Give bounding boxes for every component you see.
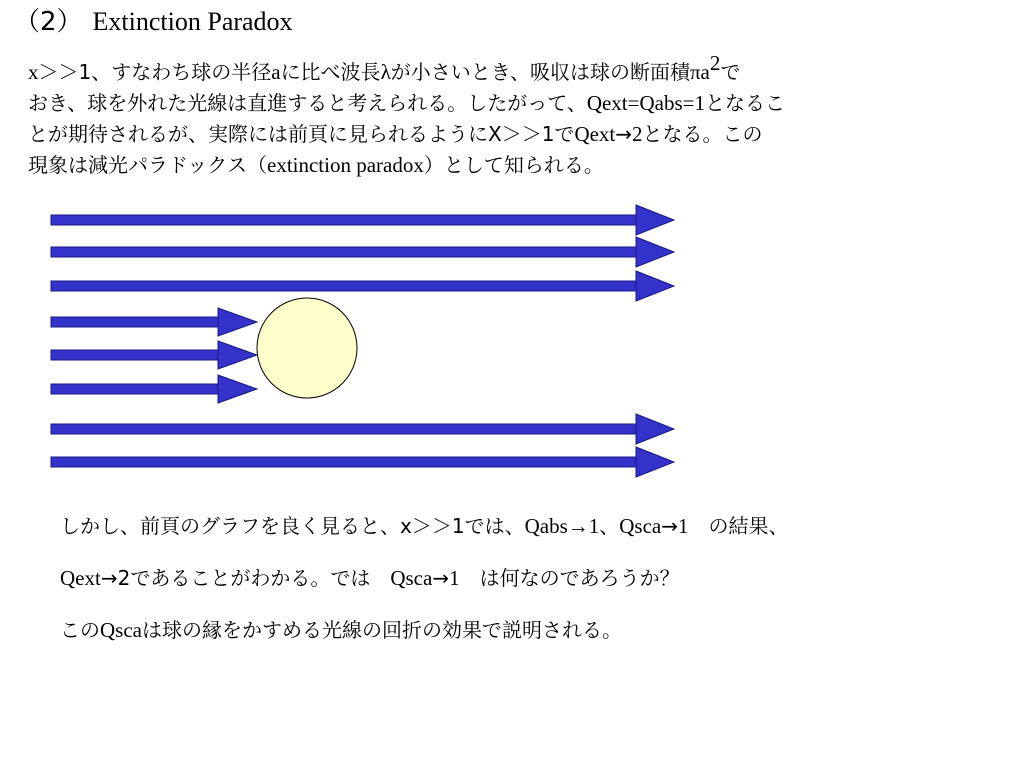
- text-run: で: [720, 60, 741, 84]
- text-run: 2: [709, 51, 721, 75]
- text-run: →: [661, 514, 678, 538]
- paragraph-line: [28, 119, 1008, 150]
- title-number: （2）: [14, 7, 83, 37]
- text-run: Qext=Qabs=1: [586, 91, 705, 115]
- explanation-line: [60, 610, 1020, 662]
- text-run: 1: [449, 566, 460, 590]
- text-run: extinction paradox: [267, 153, 424, 177]
- passing-ray-arrow: [51, 414, 674, 444]
- text-run: X: [488, 122, 502, 146]
- intro-paragraph: [28, 51, 1008, 181]
- paragraph-line: [28, 88, 1008, 119]
- text-run: 1: [678, 514, 689, 538]
- text-run: Qsca: [619, 514, 662, 538]
- text-run: Qabs→1: [524, 514, 600, 538]
- text-run: a: [271, 60, 281, 84]
- text-run: 2: [632, 122, 643, 146]
- text-run: 現象は減光パラドックス（: [28, 153, 267, 177]
- text-run: ＞＞1では、: [411, 514, 525, 538]
- text-run: となるこ: [704, 91, 785, 115]
- passing-ray-arrow: [51, 237, 674, 267]
- paragraph-line: [28, 51, 1008, 88]
- text-run: が小さいとき、吸収は球の断面積: [390, 60, 690, 84]
- text-run: →: [615, 122, 633, 146]
- title-text: Extinction Paradox: [92, 7, 293, 36]
- text-run: πa: [689, 60, 710, 84]
- blocked-ray-arrow: [51, 375, 257, 403]
- text-run: この: [60, 618, 100, 642]
- text-run: となる。この: [642, 122, 763, 146]
- text-run: ＞＞1で: [501, 122, 575, 146]
- text-run: ＞＞1、すなわち球の半径: [38, 60, 272, 84]
- text-run: λ: [380, 60, 391, 84]
- blocked-ray-arrow: [51, 308, 257, 336]
- text-run: は球の縁をかすめる光線の回折の効果で説明される。: [141, 618, 622, 642]
- text-run: に比べ波長: [280, 60, 381, 84]
- slide-title: [14, 2, 293, 42]
- light-rays: [51, 205, 674, 477]
- passing-ray-arrow: [51, 205, 674, 235]
- text-run: Qext: [574, 122, 616, 146]
- text-run: の結果、: [688, 514, 789, 538]
- blocked-ray-arrow: [51, 341, 257, 369]
- text-run: ）として知られる。: [423, 153, 604, 177]
- explanation-line: [60, 558, 1020, 610]
- text-run: Qsca: [390, 566, 433, 590]
- explanation-block: [60, 506, 1020, 662]
- text-run: x: [400, 514, 412, 538]
- text-run: →: [432, 566, 450, 590]
- text-run: Qext: [60, 566, 101, 590]
- text-run: は何なのであろうか？: [459, 566, 680, 590]
- text-run: しかし、前頁のグラフを良く見ると、: [60, 514, 400, 538]
- extinction-diagram: [0, 195, 700, 485]
- text-run: 2であることがわかる。では: [117, 566, 391, 590]
- text-run: Qsca: [100, 618, 142, 642]
- paragraph-line: [28, 150, 1008, 181]
- explanation-line: [60, 506, 1020, 558]
- passing-ray-arrow: [51, 271, 674, 301]
- passing-ray-arrow: [51, 447, 674, 477]
- text-run: →: [100, 566, 118, 590]
- text-run: おき、球を外れた光線は直進すると考えられる。したがって、: [28, 91, 587, 115]
- text-run: 、: [599, 514, 620, 538]
- text-run: x: [28, 60, 39, 84]
- sphere-circle: [257, 298, 357, 398]
- text-run: とが期待されるが、実際には前頁に見られるように: [28, 122, 488, 146]
